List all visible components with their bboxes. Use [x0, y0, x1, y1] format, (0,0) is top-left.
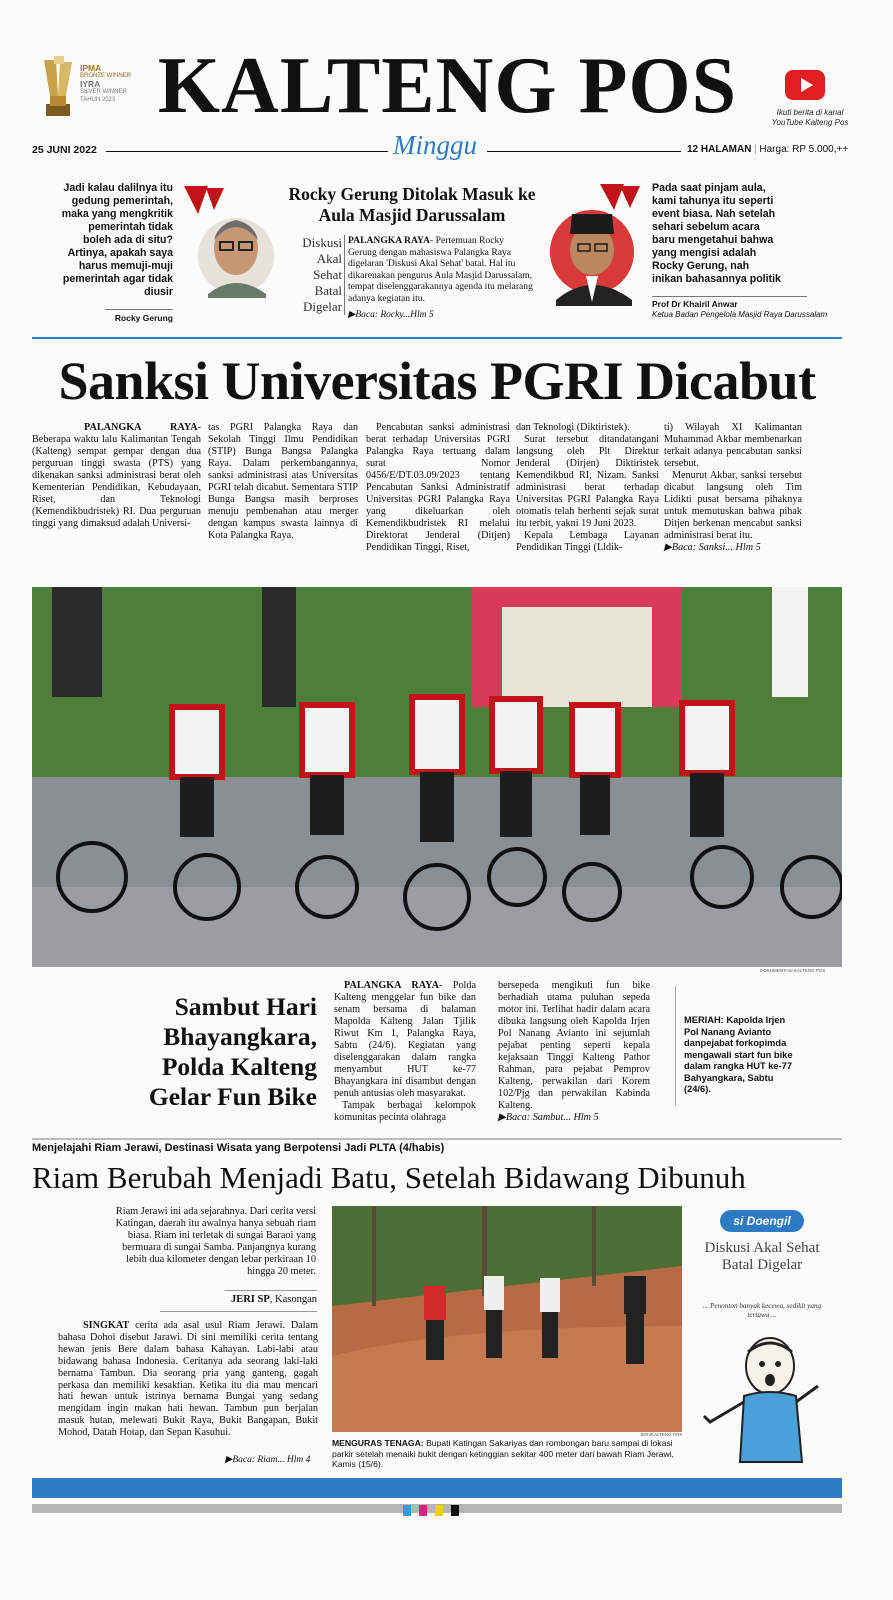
main-col-5-text: Menurut Akbar, sanksi tersebut dicabut langsung oleh Tim Lidikti pusat bersama pihaknya untuk memutuskan bahwa pihak Ditjen berkenan mencabut sanksi administrasi berat itu.: [664, 470, 802, 541]
left-quote: Jadi kalau dalilnya itu gedung pemerintah, maka yang mengkritik pemerintah tidak boleh ada di situ? Artinya, apakah saya harus memuji-muji pemerintah agar tidak diusir: [61, 182, 173, 298]
award-line: TAHUN 2023: [80, 97, 116, 103]
play-icon: ▶: [348, 310, 356, 320]
riam-top-rule: [32, 1138, 842, 1140]
baca-link[interactable]: Baca: Rocky...Hlm 5: [355, 310, 434, 320]
rocky-gerung-portrait: [180, 180, 276, 310]
baca-link[interactable]: Baca: Riam... Hlm 4: [232, 1455, 311, 1465]
play-icon: ▶: [498, 1112, 506, 1123]
caption-lead: MENGURAS TENAGA:: [332, 1438, 424, 1448]
award-line: IYRA: [80, 79, 101, 89]
main-col-4: [516, 422, 659, 554]
dateline: PALANGKA RAYA: [344, 980, 439, 991]
issue-date: 25 JUNI 2022: [32, 144, 97, 156]
top-story-text: - Pertemuan Rocky Gerung dengan mahasiswa Palangka Raya digelaran 'Diskusi Akal Sehat' batal. Hal itu dikarenakan pengurus Aula Masjid Darussalam, tempat diselenggarakannya agenda itu melarang adanya kegiatan itu.: [348, 235, 533, 304]
riam-caption: [332, 1438, 684, 1470]
masthead-rule-right: [487, 151, 681, 152]
play-icon: ▶: [664, 542, 672, 553]
main-col-2-text: tas PGRI Palangka Raya dan Sekolah Tinggi Ilmu Pendidikan (STIP) Bunga Bangsa Palangka Raya. Dalam perkembangannya, sanksi administrasi atas Universitas PGRI telah dicabut. Sementara STIP Bunga Bangsa masih berproses menuju pembenahan atau merger dengan kampus swasta lainnya di Kota Palangka Raya.: [208, 422, 358, 541]
khairil-anwar-portrait: [540, 180, 648, 310]
main-headline: Sanksi Universitas PGRI Dicabut: [58, 351, 816, 411]
award-line: IPMA: [80, 63, 102, 73]
youtube-icon[interactable]: [785, 70, 825, 100]
cartoon-note: ... Penonton banyak kecewa, sedikit yang tertawa ...: [702, 1302, 822, 1319]
riam-intro: Riam Jerawi ini ada sejarahnya. Dari cerita versi Katingan, daerah itu awalnya hanya sebuah riam biasa. Riam ini terletak di sungai Baraoi yang bermuara di sungai Samba. Panjangnya kurang lebih dua kilometer dengan lebar perkiraan 10 hingga 20 meter.: [115, 1206, 316, 1277]
play-icon: ▶: [225, 1455, 233, 1465]
riam-kicker: Menjelajahi Riam Jerawi, Destinasi Wisata yang Berpotensi Jadi PLTA (4/habis): [32, 1142, 445, 1154]
fun-bike-col-1-text: - Polda Kalteng menggelar fun bike dan senam bersama di halaman Mapolda Kalteng Jalan Tjilik Riwut Km 1, Palangka Raya, Sabtu (24/6). Kegiatan yang diselenggarakan dalam rangka menyambut HUT ke-77 Bhayangkara ini disambut dengan penuh antusias oleh masyarakat.: [334, 980, 476, 1099]
main-col-3: [366, 422, 510, 554]
riam-photo-credit: JERI/KALTENG POS: [640, 1432, 683, 1437]
main-col-3-text: Pencabutan sanksi administrasi berat terhadap Universitas PGRI Palangka Raya tertuang dalam surat Nomor 0456/E/DT.03.09/2023 tentang Pencabutan Sanksi Administratif Universitas PGRI Palangka Raya yang dikeluarkan oleh Kemendikbudristek RI melalui Direktorat Jenderal (Ditjen) Pendidikan Tinggi, Riset,: [366, 422, 510, 553]
footer-bar-blue: [32, 1478, 842, 1498]
youtube-note: Ikuti berita di kanal YouTube Kalteng Pos: [771, 108, 849, 127]
riam-baca[interactable]: [225, 1454, 310, 1465]
fun-bike-col-1: [334, 980, 476, 1124]
section-rule: [32, 337, 842, 339]
riam-caption-text: Bupati Katingan Sakariyas dan rombongan baru sampai di lokasi parkir setelah menaiki bukit dengan ketinggian sekitar 400 meter dari bawah Riam Jerawi, Kamis (15/6).: [332, 1438, 675, 1469]
cartoon-title: Diskusi Akal Sehat Batal Digelar: [704, 1240, 820, 1273]
main-col-5-text: ti) Wilayah XI Kalimantan Muhammad Akbar membenarkan terkait adanya pencabutan sanksi tersebut.: [664, 422, 802, 469]
top-story-body: [348, 235, 534, 304]
byline-name: JERI SP: [230, 1294, 270, 1305]
main-col-1: [32, 422, 201, 530]
masthead-rule-left: [106, 151, 388, 152]
caption-divider: [675, 986, 676, 1106]
top-story-kicker: Diskusi Akal Sehat Batal Digelar: [302, 235, 342, 314]
left-quote-rule: [105, 309, 173, 310]
cartoon-badge: si Doengil: [720, 1210, 804, 1232]
main-col-2: [208, 422, 358, 542]
page-count: 12 HALAMAN: [687, 144, 752, 155]
right-attrib-role: Ketua Badan Pengelola Masjid Raya Darussalam: [652, 310, 828, 319]
fun-bike-headline: Sambut Hari Bhayangkara, Polda Kalteng Gelar Fun Bike: [148, 992, 317, 1111]
fun-bike-col-2-text: bersepeda mengikuti fun bike berhadiah utama puluhan sepeda motor ini. Terlihat hadir dalam acara dibuka langsung oleh Kapolda Irjen Pol Nanang Avianto ini sejumlah pejabat penting seperti kepala kejaksaan Tinggi Kalteng Pathor Rahman, para pejabat Pemprov Kalteng, perwakilan dari Korem 102/Pjg dan perwakilan Kabinda Kalteng.: [498, 980, 650, 1111]
top-story-headline: Rocky Gerung Ditolak Masuk ke Aula Masjid Darussalam: [288, 184, 536, 225]
cartoon-illustration: [700, 1326, 828, 1466]
dateline: PALANGKA RAYA: [348, 235, 431, 246]
award-line: SILVER WINNER: [80, 89, 127, 95]
riam-body-text: cerita ada asal usul Riam Jerawi. Dalam bahasa Dohoi disebut Jarawi. Di sini memiliki cerita tentang hewan jenis Bere dalam bahasa Kahayan. Labi-labi atau bidawang bahasa Indonesia. Ceritanya ada seorang laki-laki bernama Tambun. Dia seorang pria yang ganteng, gagah perkasa dan memiliki kesaktian. Ketika itu dia mau mencari hati hewan untuk istrinya bernama Bungai yang sedang mengidam ingin makan hati hewan. Tambun pun berjalan masuk hutan, melewati Bukit Raya, Bukit Bangapan, Bukit Mohod, Datah Hotap, dan Sepan Kasuhui.: [58, 1320, 318, 1439]
main-col-4-text: Kepala Lembaga Layanan Pendidikan Tinggi (Lldik-: [516, 530, 659, 553]
color-registration-marks: [403, 1503, 463, 1514]
award-trophy-icon: [36, 56, 80, 122]
byline-place: , Kasongan: [269, 1294, 317, 1305]
fun-bike-caption: MERIAH: Kapolda Irjen Pol Nanang Avianto danpejabat forkopimda mengawali start fun bike dalam rangka HUT ke-77 Bahyangkara, Sabtu (24/6).: [684, 1015, 793, 1094]
award-text: [80, 64, 142, 104]
riam-photo: [332, 1206, 682, 1432]
price-value: Harga: RP 5.000,++: [759, 144, 849, 155]
fun-bike-col-2: [498, 980, 650, 1124]
fun-bike-col-1-text: Tampak berbagai kelompok komunitas pecinta olahraga: [334, 1100, 476, 1123]
riam-byline: [160, 1294, 317, 1305]
lead-word: SINGKAT: [83, 1320, 130, 1331]
right-quote: Pada saat pinjam aula, kami tahunya itu seperti event biasa. Nah setelah sehari sebelum acara baru mengetahui bahwa yang mengisi adalah Rocky Gerung, nah inikan bahasannya politik: [652, 182, 781, 285]
byline-rule: [225, 1290, 317, 1291]
main-col-4-text: Surat tersebut ditandatangani langsung oleh Plt Direktur Jenderal (Dirjen) Diktiristek Kemendikbud RI, Nizam. Sanksi administrasi berat terhadap Universitas PGRI Palangka Raya otomatis telah berhenti sejak surat itu terbit, yakni 19 Juni 2023.: [516, 434, 659, 529]
riam-body: [58, 1320, 318, 1439]
photo-credit: DOKUMENTASI KALTENG POS: [760, 968, 826, 973]
kicker-divider: [344, 235, 345, 315]
edition-label: Minggu: [393, 130, 477, 160]
right-attrib-name: Prof Dr Khairil Anwar: [652, 299, 738, 309]
award-line: BRONZE WINNER: [80, 73, 131, 79]
left-quote-attrib: Rocky Gerung: [114, 313, 173, 323]
right-quote-rule: [652, 296, 807, 297]
masthead-title: KALTENG POS: [157, 42, 738, 130]
main-col-1-text: - Beberapa waktu lalu Kalimantan Tengah (Kalteng) sempat gempar dengan dua perguruan tinggi swasta (PTS) yang dikenakan sanksi administrasi berat oleh Kementerian Pendidikan, Kebudayaan, Riset, dan Teknologi (Kemendikbudristek) RI. Dua perguruan tinggi yang dimaksud adalah Universi-: [32, 422, 201, 529]
byline-rule-bottom: [160, 1311, 317, 1312]
baca-link[interactable]: Baca: Sambut... Hlm 5: [505, 1112, 599, 1123]
top-story-baca[interactable]: [348, 309, 434, 320]
main-col-4-text: dan Teknologi (Diktiristek).: [516, 422, 630, 433]
riam-headline: Riam Berubah Menjadi Batu, Setelah Bidawang Dibunuh: [32, 1160, 746, 1195]
price-label: | Harga: RP 5.000,++: [754, 144, 849, 155]
dateline: PALANGKA RAYA: [84, 422, 198, 433]
baca-link[interactable]: Baca: Sanksi... Hlm 5: [671, 542, 761, 553]
main-col-5: [664, 422, 802, 554]
fun-bike-photo: [32, 587, 842, 967]
